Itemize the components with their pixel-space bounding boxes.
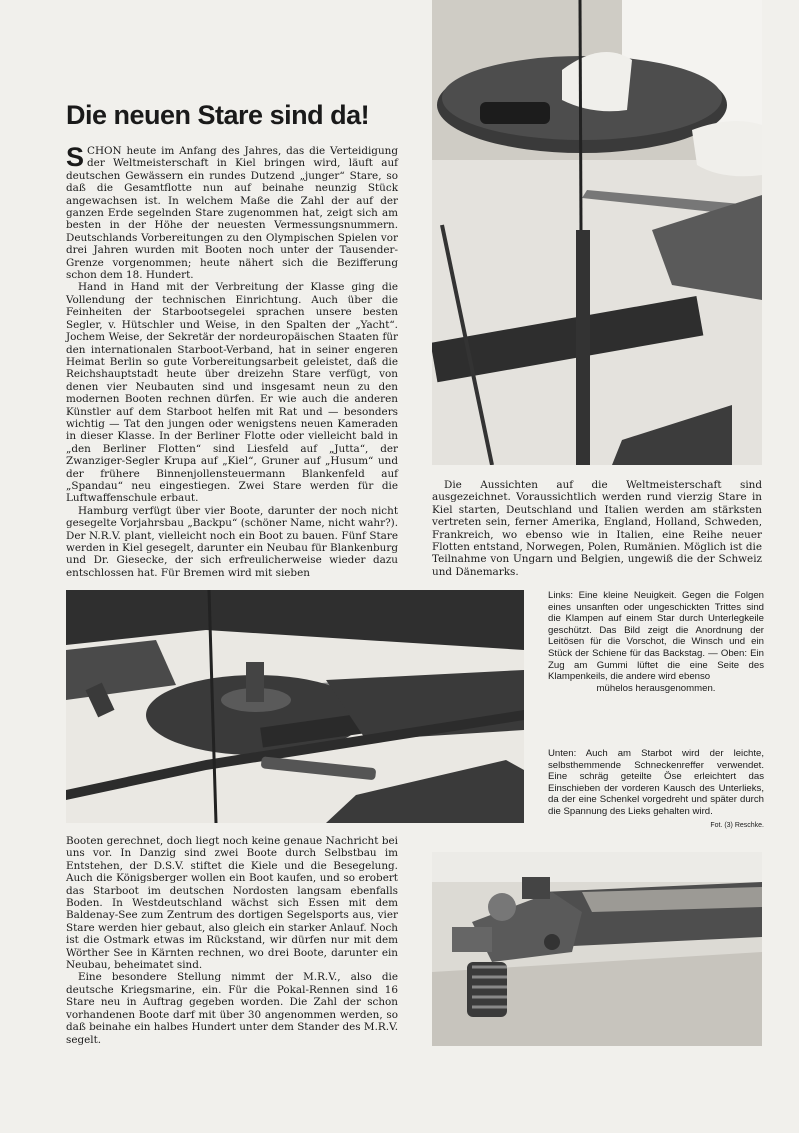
caption-bottom [548, 748, 764, 831]
article-column-left [66, 142, 398, 579]
caption-left-top [548, 590, 764, 694]
photo-deck-cleat [66, 590, 524, 823]
article-column-left-continued [66, 835, 398, 1046]
drop-cap: S [66, 142, 85, 172]
photo-worm-reefer-image [432, 852, 762, 1046]
photo-worm-reefer [432, 852, 762, 1046]
article-title: Die neuen Stare sind da! [66, 100, 370, 130]
article-column-right [432, 479, 762, 578]
paragraph-2: Hand in Hand mit der Verbreitung der Klasse ging die Vollendung der technischen Einrichtung. Auch über die Feinheiten der Starbootsegelei sprachen unsere besten Segler, v. Hütschler und Weise, in den Spalten der „Yacht“. Jochem Weise, der Sekretär der nordeuropäischen Staaten für den internationalen Starboot-Verband, hat in seiner engeren Heimat Berlin so gute Vorbereitungsarbeit geleistet, daß die Reichshauptstadt heute über dreizehn Stare verfügt, von denen vier Neubauten sind und insgesamt neun zu den modernen Booten rechnen dürfen. Er wie auch die anderen Künstler auf dem Starboot helfen mit Rat und — besonders wichtig — Tat den jungen oder wenigstens neuen Kameraden in dieser Klasse. In der Berliner Flotte oder vielleicht bald in „den Berliner Flotten“ sind Liesfeld auf „Jutta“, der Zwanziger-Segler Krupa auf „Kiel“, Gruner auf „Husum“ und der frühere Binnenjollensteuermann Blankenfeld auf „Spandau“ neu eingestiegen. Zwei Stare werden für die Luftwaffenschule erbaut. [66, 281, 398, 505]
caption-bottom-text: Unten: Auch am Starbot wird der leichte, selbsthemmende Schneckenreffer verwendet. Eine schräg geteilte Öse erleichtert das Einschieben der vorderen Kausch des Unterlieks, da der eine Schenkel vorgedreht und später durch die Spannung des Lieks gehalten wird. [548, 748, 764, 817]
photo-deck-cleat-image [66, 590, 524, 823]
photo-cleat-wedge [432, 0, 762, 465]
paragraph-1-text: CHON heute im Anfang des Jahres, das die Verteidigung der Weltmeisterschaft in Kiel bringen wird, läuft auf deutschen Gewässern ein rundes Dutzend „junger“ Stare, so daß die Gesamtflotte nun auf beinahe neunzig Stück angewachsen ist. In welchem Maße die Zahl der auf der ganzen Erde segelnden Stare zugenommen hat, zeigt sich am besten in der Höhe der neuesten Vermessungsnummern. Deutschlands Vorbereitungen zu den Olympischen Spielen vor drei Jahren wurden mit Booten noch unter der Tausender-Grenze vorgenommen; heute nähert sich die Bezifferung schon dem 18. Hundert. [66, 145, 398, 282]
paragraph-5: Eine besondere Stellung nimmt der M.R.V., also die deutsche Kriegsmarine, ein. Für die Pokal-Rennen sind 16 Stare neu in Auftrag gegeben worden. Die Zahl der schon vorhandenen Boote darf mit über 30 angenommen werden, so daß beinahe ein halbes Hundert unter dem Stander des M.R.V. segelt. [66, 971, 398, 1046]
paragraph-3: Hamburg verfügt über vier Boote, darunter der noch nicht gesegelte Vorjahrsbau „Backpu“ (schöner Name, nicht wahr?). Der N.R.V. plant, vielleicht noch ein Boot zu bauen. Fünf Stare werden in Kiel gesegelt, darunter ein Neubau für Blankenburg und Dr. Giesecke, der sich erfreulicherweise wieder dazu entschlossen hat. Für Bremen wird mit sieben [66, 504, 398, 579]
paragraph-1 [66, 142, 398, 282]
photo-credit: Fot. (3) Reschke. [710, 821, 764, 829]
caption-left-last: mühelos herausgenommen. [596, 682, 716, 694]
photo-cleat-wedge-image [432, 0, 762, 465]
paragraph-6: Die Aussichten auf die Weltmeisterschaft sind ausgezeichnet. Voraussichtlich werden rund vierzig Stare in Kiel starten, Deutschland und Italien werden am stärksten vertreten sein, ferner Amerika, England, Holland, Schweden, Frankreich, wo ebenso wie in Italien, eine Reihe neuer Flotten entstand, Norwegen, Polen, Rumänien. Möglich ist die Teilnahme von Ungarn und Belgien, ungewiß die der Schweiz und Dänemarks. [432, 479, 762, 578]
caption-left-text: Links: Eine kleine Neuigkeit. Gegen die Folgen eines unsanften oder ungeschickten Trittes sind die Klampen auf einem Star durch Unterlegkeile geschützt. Das Bild zeigt die Anordnung der Leitösen für die Vorschot, die Winsch und ein Stück der Schiene für das Backstag. — Oben: Ein Zug am Gummi lüftet die eine Seite des Klampenkeils, die andere wird ebenso [548, 590, 764, 683]
paragraph-4: Booten gerechnet, doch liegt noch keine genaue Nachricht bei uns vor. In Danzig sind zwei Boote durch Selbstbau im Entstehen, der D.S.V. stiftet die Kiele und die Besegelung. Auch die Königsberger wollen ein Boot kaufen, und so erobert das Starboot im deutschen Nordosten langsam ebenfalls Boden. In Westdeutschland wächst sich Essen mit dem Baldenay-See zum Zentrum des dortigen Segelsports aus, vier Stare werden hier gebaut, also gleich ein starker Anlauf. Noch ist die Ostmark etwas im Rückstand, wir dürfen nur mit dem Wörther See in Kärnten rechnen, wo drei Boote, darunter ein Neubau, beheimatet sind. [66, 835, 398, 972]
